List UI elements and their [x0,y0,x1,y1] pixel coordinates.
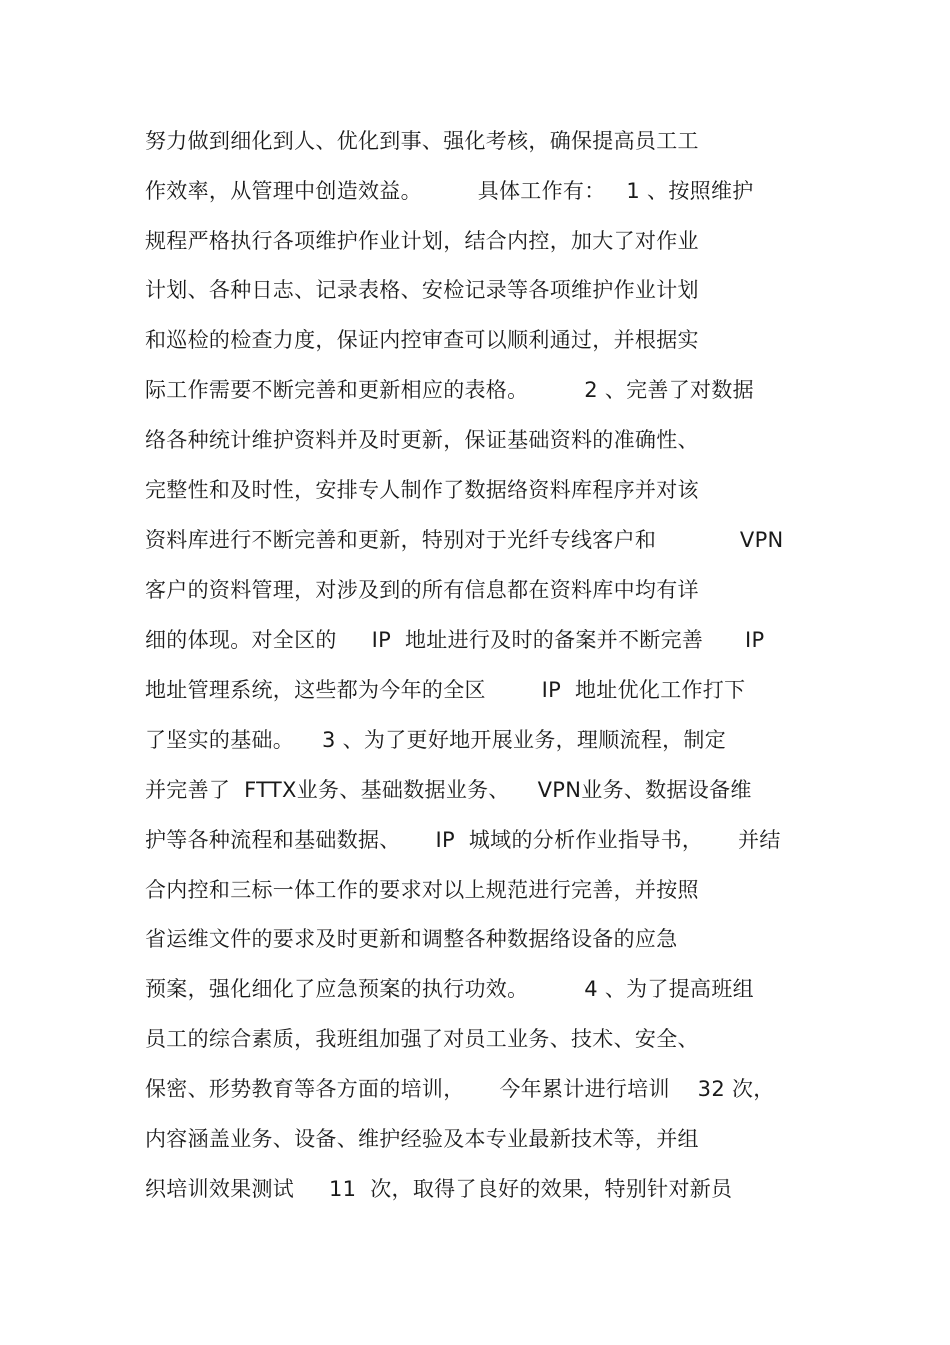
paragraph-line: 规程严格执行各项维护作业计划，结合内控，加大了对作业 [145,229,699,253]
paragraph-line: 内容涵盖业务、设备、维护经验及本专业最新技术等，并组 [145,1127,699,1151]
paragraph-line: 努力做到细化到人、优化到事、强化考核，确保提高员工工 [145,129,699,153]
paragraph-line: 细的体现。对全区的 IP 地址进行及时的备案并不断完善 IP [145,628,765,652]
paragraph-line: 客户的资料管理，对涉及到的所有信息都在资料库中均有详 [145,578,699,602]
paragraph-line: 地址管理系统，这些都为今年的全区 IP 地址优化工作打下 [145,678,746,702]
paragraph-line: 护等各种流程和基础数据、 IP 城域的分析作业指导书， 并结 [145,828,781,852]
paragraph-line: 并完善了 FTTX业务、基础数据业务、 VPN业务、数据设备维 [145,778,752,802]
paragraph-line: 织培训效果测试 11 次，取得了良好的效果，特别针对新员 [145,1177,733,1201]
paragraph-line: 和巡检的检查力度，保证内控审查可以顺利通过，并根据实 [145,328,699,352]
paragraph-line: 际工作需要不断完善和更新相应的表格。 2 、完善了对数据 [145,378,754,402]
paragraph-line: 预案，强化细化了应急预案的执行功效。 4 、为了提高班组 [145,977,754,1001]
paragraph-line: 省运维文件的要求及时更新和调整各种数据络设备的应急 [145,927,678,951]
paragraph-line: 作效率，从管理中创造效益。 具体工作有： 1 、按照维护 [145,179,754,203]
paragraph-line: 保密、形势教育等各方面的培训， 今年累计进行培训 32 次， [145,1077,775,1101]
paragraph-line: 络各种统计维护资料并及时更新，保证基础资料的准确性、 [145,428,699,452]
paragraph-line: 员工的综合素质，我班组加强了对员工业务、技术、安全、 [145,1027,699,1051]
paragraph-line: 资料库进行不断完善和更新，特别对于光纤专线客户和 VPN [145,528,784,552]
paragraph-line: 完整性和及时性，安排专人制作了数据络资料库程序并对该 [145,478,699,502]
paragraph-line: 了坚实的基础。 3 、为了更好地开展业务，理顺流程，制定 [145,728,727,752]
paragraph-line: 合内控和三标一体工作的要求对以上规范进行完善，并按照 [145,878,699,902]
paragraph-line: 计划、各种日志、记录表格、安检记录等各项维护作业计划 [145,278,699,302]
